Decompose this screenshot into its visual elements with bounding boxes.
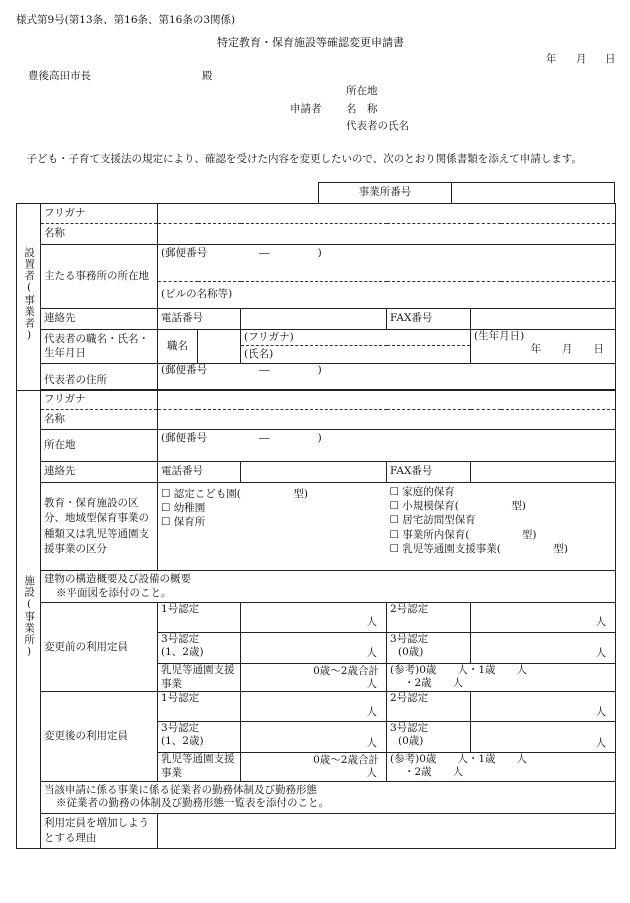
type-nyuuji-tsuuen[interactable]: ☐ 乳児等通園支援事業( 型) [389,542,568,555]
applicant-label: 申請者 [290,103,322,115]
before-infant-label: 乳児等通園支援事業 [158,664,241,692]
applicant-address-label: 所在地 [346,85,378,97]
operator-name-field[interactable] [158,224,616,245]
before-cert3b-label: 3号認定 (0歳) [387,633,471,664]
before-cert3-field[interactable]: 人 [241,633,387,664]
rep-position-title: 職名 [158,330,198,364]
building-name-field[interactable]: (ビルの名称等) [158,282,616,309]
before-capacity-label: 変更前の利用定員 [41,603,158,692]
operator-furigana-field[interactable] [158,204,616,224]
main-office-label: 主たる事務所の所在地 [41,245,158,309]
after-cert2-field[interactable]: 人 [471,692,616,722]
reason-label: 利用定員を増加しようとする理由 [41,813,158,848]
before-cert3b-field[interactable]: 人 [471,633,616,664]
application-form-table [16,203,616,849]
office-number-label: 事業所番号 [319,183,452,204]
after-cert3-label: 3号認定 (1、2歳) [158,722,241,753]
rep-position-field[interactable] [198,330,241,364]
rep-furigana-field[interactable]: (フリガナ) [241,330,471,346]
facility-contact-label: 連絡先 [41,462,158,483]
type-shoukibo-hoiku[interactable]: ☐ 小規模保育( 型) [389,500,526,513]
operator-furigana-label: フリガナ [41,204,158,224]
before-cert2-label: 2号認定 [387,603,471,633]
addressee: 豊後高田市長 [28,70,91,82]
facility-type-left [158,483,387,571]
type-youchien[interactable]: ☐ 幼稚園 [161,502,206,515]
type-kyotaku-houmon[interactable]: ☐ 居宅訪問型保育 [389,514,476,527]
facility-address-label: 所在地 [41,430,158,462]
facility-fax-field[interactable] [471,462,616,483]
operator-phone-label: 電話番号 [158,309,241,330]
operator-phone-field[interactable] [241,309,387,330]
rep-address-postal[interactable]: (郵便番号 ― ) [158,364,616,390]
before-cert2-field[interactable]: 人 [471,603,616,633]
after-infant-ref[interactable]: (参考)0歳 人・1歳 人 ・2歳 人 [387,753,616,781]
after-cert2-label: 2号認定 [387,692,471,722]
facility-section-label: 施設(事業所) [17,391,41,849]
facility-furigana-label: フリガナ [41,391,158,410]
facility-name-field[interactable] [158,410,616,430]
type-hoikusho[interactable]: ☐ 保育所 [161,516,206,529]
facility-fax-label: FAX番号 [387,462,471,483]
staff-structure-label: 当該申請に係る事業に係る従業者の勤務体制及び勤務形態 ※従業者の勤務の体制及び勤務形態一覧表を添付のこと。 [41,781,616,813]
facility-phone-label: 電話番号 [158,462,241,483]
office-number-table [318,182,615,204]
structure-overview-label: 建物の構造概要及び設備の概要 ※平面図を添付のこと。 [41,571,616,603]
facility-phone-field[interactable] [241,462,387,483]
facility-furigana-field[interactable] [158,391,616,410]
after-cert3b-field[interactable]: 人 [471,722,616,753]
date-year: 年 [546,53,557,65]
rep-birth-field[interactable]: (生年月日) 年 月 日 [471,330,616,364]
reason-field[interactable] [158,813,616,848]
rep-address-label: 代表者の住所 [41,364,158,390]
type-jigyoushonai[interactable]: ☐ 事業所内保育( 型) [389,528,537,541]
facility-type-right [387,483,616,571]
before-infant-ref[interactable]: (参考)0歳 人・1歳 人 ・2歳 人 [387,664,616,692]
document-title: 特定教育・保育施設等確認変更申請書 [217,36,404,49]
operator-fax-label: FAX番号 [387,309,471,330]
operator-fax-field[interactable] [471,309,616,330]
operator-section-label: 設置者(事業者) [17,204,41,391]
honorific: 殿 [202,70,213,82]
facility-type-label: 教育・保育施設の区分、地域型保育事業の種類又は乳児等通園支援事業の区分 [41,483,158,571]
after-infant-label: 乳児等通園支援事業 [158,753,241,781]
before-cert1-label: 1号認定 [158,603,241,633]
date-month: 月 [576,53,587,65]
applicant-rep-label: 代表者の氏名 [346,120,409,132]
main-office-postal[interactable]: (郵便番号 ― ) [158,245,616,282]
form-number: 様式第9号(第13条、第16条、第16条の3関係) [16,14,236,26]
operator-contact-label: 連絡先 [41,309,158,330]
after-cert3b-label: 3号認定 (0歳) [387,722,471,753]
after-cert1-field[interactable]: 人 [241,692,387,722]
operator-name-label: 名称 [41,224,158,245]
application-statement: 子ども・子育て支援法の規定により、確認を受けた内容を変更したいので、次のとおり関係書類を添えて申請します。 [26,153,582,165]
after-cert1-label: 1号認定 [158,692,241,722]
rep-position-label: 代表者の職名・氏名・生年月日 [41,330,158,364]
type-nintei-kodomoen[interactable]: ☐ 認定こども園( 型) [161,488,308,500]
applicant-name-label: 名 称 [346,103,378,115]
before-infant-field[interactable]: 0歳～2歳合計 人 [241,664,387,692]
before-cert1-field[interactable]: 人 [241,603,387,633]
office-number-field[interactable] [452,183,615,204]
date-day: 日 [605,53,616,65]
type-katei-hoiku[interactable]: ☐ 家庭的保育 [389,486,455,498]
rep-name-field[interactable]: (氏名) [241,346,471,364]
after-cert3-field[interactable]: 人 [241,722,387,753]
facility-name-label: 名称 [41,410,158,430]
after-capacity-label: 変更後の利用定員 [41,692,158,781]
after-infant-field[interactable]: 0歳～2歳合計 人 [241,753,387,781]
before-cert3-label: 3号認定 (1、2歳) [158,633,241,664]
facility-address-postal[interactable]: (郵便番号 ― ) [158,430,616,462]
